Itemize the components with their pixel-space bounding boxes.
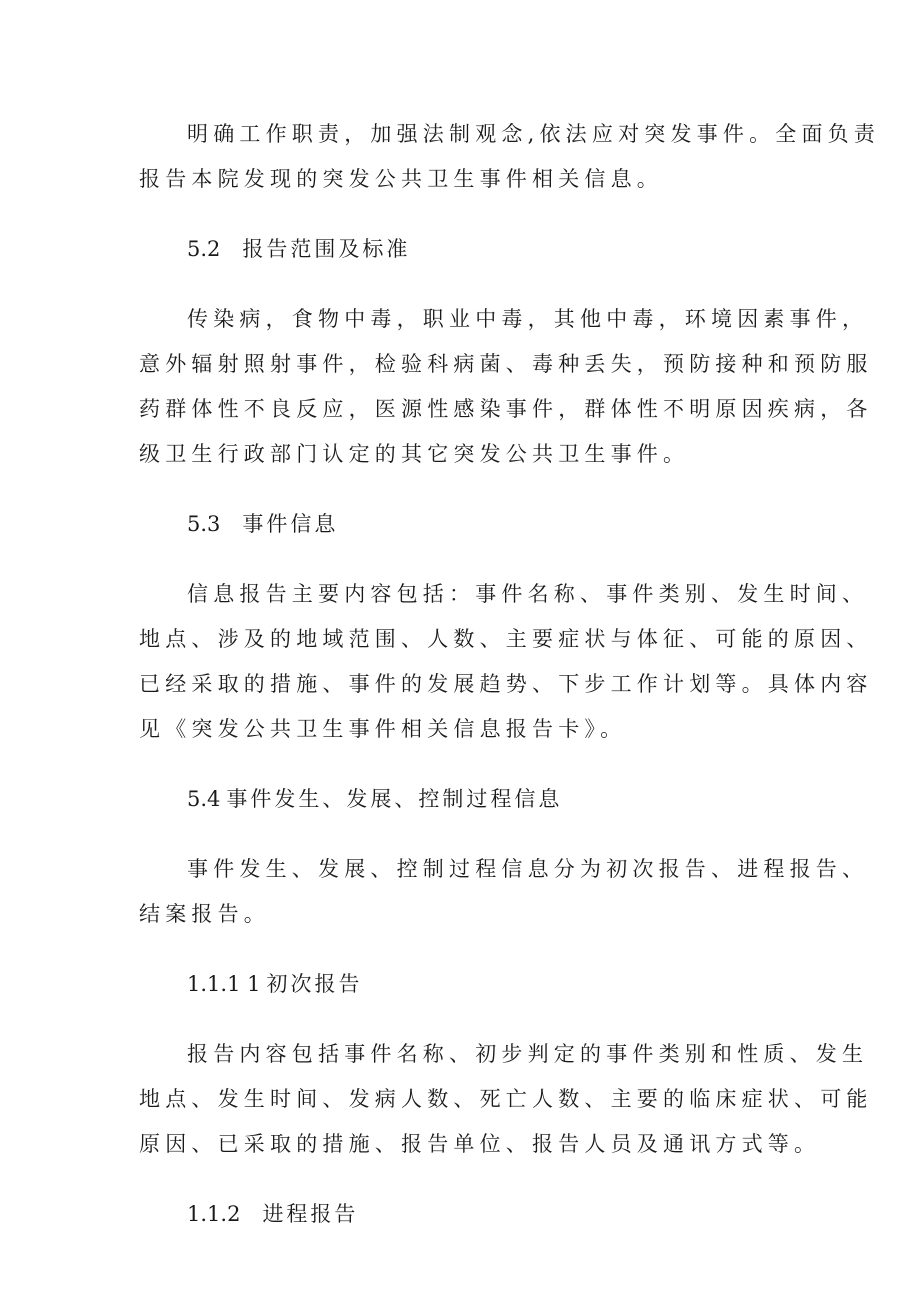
paragraph-line: 原因、已采取的措施、报告单位、报告人员及通讯方式等。 [139,1132,821,1156]
section-number: 1.1.1 1 [187,972,261,996]
section-title: 事件发生、发展、控制过程信息 [226,787,563,811]
paragraph-line: 已经采取的措施、事件的发展趋势、下步工作计划等。具体内容 [139,672,873,696]
paragraph-line: 地点、发生时间、发病人数、死亡人数、主要的临床症状、可能 [139,1087,873,1111]
paragraph-line: 报告本院发现的突发公共卫生事件相关信息。 [139,167,663,191]
section-title: 事件信息 [242,512,339,536]
paragraph-event-info [139,572,873,752]
heading-5-4 [139,777,794,822]
section-number: 5.2 [187,237,221,261]
section-number: 5.4 [187,787,221,811]
paragraph-line: 药群体性不良反应，医源性感染事件，群体性不明原因疾病，各 [139,397,873,421]
heading-1-1-1 [139,962,794,1007]
paragraph-line: 传染病，食物中毒，职业中毒，其他中毒，环境因素事件， [187,307,869,331]
section-number: 5.3 [187,512,221,536]
section-number: 1.1.2 [187,1202,241,1226]
document-page [139,112,881,1262]
section-title: 报告范围及标准 [242,237,411,261]
heading-5-3 [139,502,794,547]
paragraph-line: 明确工作职责，加强法制观念,依法应对突发事件。全面负责 [187,122,881,146]
paragraph-line: 结案报告。 [139,902,270,926]
paragraph-line: 报告内容包括事件名称、初步判定的事件类别和性质、发生 [187,1042,869,1066]
paragraph-line: 级卫生行政部门认定的其它突发公共卫生事件。 [139,442,690,466]
paragraph-line: 意外辐射照射事件，检验科病菌、毒种丢失，预防接种和预防服 [139,352,873,376]
paragraph-duties [139,112,881,202]
paragraph-line: 事件发生、发展、控制过程信息分为初次报告、进程报告、 [187,857,869,881]
section-title: 初次报告 [266,972,363,996]
paragraph-process [139,847,869,937]
section-title: 进程报告 [262,1202,359,1226]
paragraph-line: 信息报告主要内容包括：事件名称、事件类别、发生时间、 [187,582,869,606]
paragraph-initial-report [139,1032,873,1167]
heading-5-2 [139,227,794,272]
heading-1-1-2 [139,1192,794,1237]
paragraph-line: 见《突发公共卫生事件相关信息报告卡》。 [139,717,627,741]
paragraph-scope [139,297,873,477]
paragraph-line: 地点、涉及的地域范围、人数、主要症状与体征、可能的原因、 [139,627,873,651]
